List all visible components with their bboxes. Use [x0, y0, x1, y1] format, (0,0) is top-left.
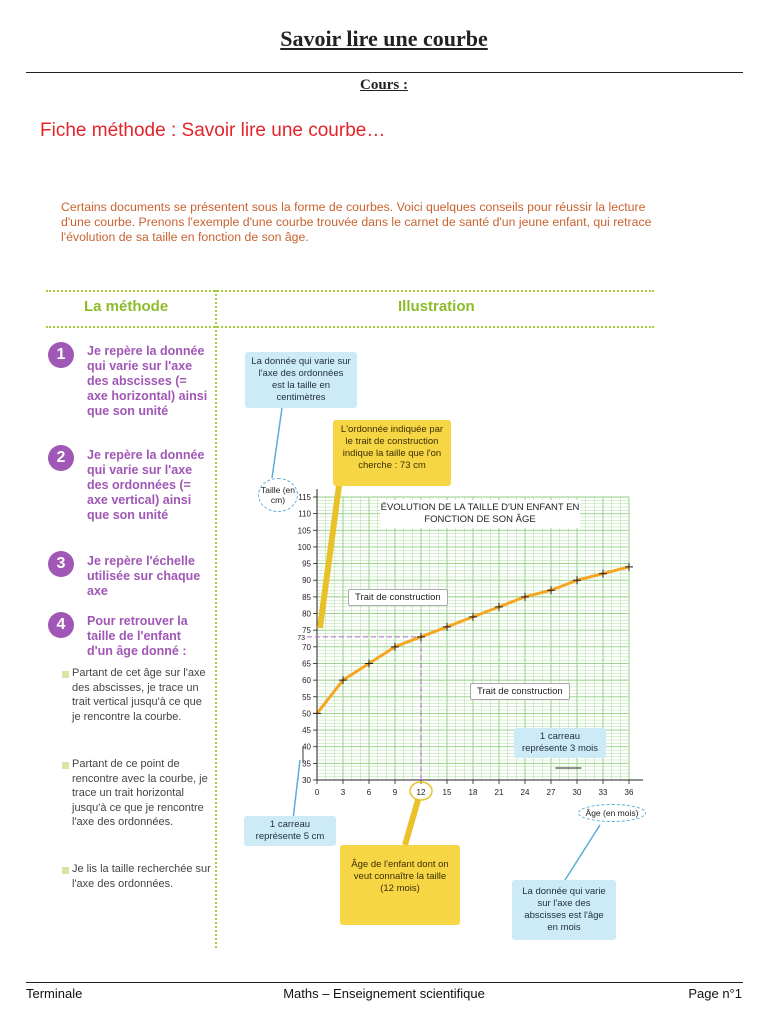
y-tick-label: 45 — [302, 726, 311, 736]
footer-rule — [26, 982, 743, 983]
x-tick-label: 15 — [442, 788, 452, 797]
callout-trait-2: Trait de construction — [470, 683, 570, 700]
y-axis-label: Taille (en cm) — [258, 478, 298, 512]
step-3-badge: 3 — [48, 551, 74, 577]
illustration-header: Illustration — [398, 298, 475, 315]
step-2-badge: 2 — [48, 445, 74, 471]
footer-left: Terminale — [26, 986, 83, 1001]
x-tick-label: 36 — [624, 788, 634, 797]
section-heading: Cours : — [360, 77, 408, 93]
step-1-badge: 1 — [48, 342, 74, 368]
callout-trait-1: Trait de construction — [348, 589, 448, 606]
x-tick-label: 18 — [468, 788, 478, 797]
x-axis-label: Âge (en mois) — [578, 804, 646, 822]
x-tick-label: 30 — [572, 788, 582, 797]
footer-center: Maths – Enseignement scientifique — [283, 986, 485, 1001]
y-tick-label: 55 — [302, 692, 311, 702]
pointer-ordinate-data — [272, 408, 282, 478]
y-tick-label: 100 — [297, 542, 311, 552]
y-tick-label: 115 — [298, 493, 311, 502]
y-tick-label: 70 — [302, 642, 311, 652]
step-2-text: Je repère la donnée qui varie sur l'axe des ordonnées (= axe vertical) ainsi que son unité — [87, 448, 205, 522]
substep-1-text: Partant de cet âge sur l'axe des abscisses, je trace un trait vertical jusqu'à ce que je rencontre la courbe. — [72, 667, 206, 723]
chart-title: ÉVOLUTION DE LA TAILLE D'UN ENFANT EN FONCTION DE SON ÂGE — [380, 500, 580, 528]
x-tick-label: 24 — [520, 788, 530, 797]
y-tick-label: 95 — [302, 559, 311, 569]
y-tick-label: 75 — [302, 626, 311, 636]
y-tick-label: 50 — [302, 709, 311, 719]
callout-age-given: Âge de l'enfant dont on veut connaître la taille (12 mois) — [340, 845, 460, 925]
x-tick-label: 9 — [392, 788, 398, 797]
y-tick-label: 35 — [302, 759, 311, 769]
step-4-text: Pour retrouver la taille de l'enfant d'un âge donné : — [87, 614, 188, 658]
callout-carreau-y: 1 carreau représente 5 cm — [244, 816, 336, 846]
callout-ordinate-read: L'ordonnée indiquée par le trait de construction indique la taille que l'on cherche : 73 cm — [333, 420, 451, 486]
y-tick-label: 85 — [302, 592, 311, 602]
x-tick-label: 27 — [546, 788, 556, 797]
method-header: La méthode — [84, 298, 169, 315]
step-4-badge: 4 — [48, 612, 74, 638]
x-tick-label: 6 — [366, 788, 372, 797]
step-3-text: Je repère l'échelle utilisée sur chaque axe — [87, 554, 201, 598]
y-tick-label: 110 — [298, 509, 311, 519]
callout-abscissa-data: La donnée qui varie sur l'axe des abscisses est l'âge en mois — [512, 880, 616, 940]
step-1-text: Je repère la donnée qui varie sur l'axe des abscisses (= axe horizontal) ainsi que son unité — [87, 344, 208, 418]
x-tick-label: 12 — [416, 788, 426, 797]
y-tick-label: 90 — [302, 576, 311, 586]
y-marker-label: 73 — [297, 634, 305, 642]
intro-text: Certains documents se présentent sous la forme de courbes. Voici quelques conseils pour réussir la lecture d'une courbe. Prenons l'exemple d'une courbe trouvée dans le carnet de santé d'un jeune enfant, qui retrace l'évolution de sa taille en fonction de son âge. — [61, 200, 652, 244]
x-tick-label: 0 — [314, 788, 320, 797]
x-tick-label: 3 — [340, 788, 346, 797]
y-tick-label: 65 — [302, 659, 311, 669]
x-tick-label: 21 — [494, 788, 504, 797]
fiche-title: Fiche méthode : Savoir lire une courbe… — [40, 120, 386, 141]
callout-ordinate-data: La donnée qui varie sur l'axe des ordonnées est la taille en centimètres — [245, 352, 357, 408]
y-tick-label: 60 — [302, 676, 311, 686]
y-tick-label: 80 — [302, 609, 311, 619]
y-tick-label: 30 — [302, 776, 311, 785]
pointer-abscissa-data — [565, 825, 600, 880]
footer-right: Page n°1 — [688, 986, 742, 1001]
pointer-age-given — [405, 800, 418, 845]
callout-carreau-x: 1 carreau représente 3 mois — [514, 728, 606, 758]
y-tick-label: 40 — [302, 742, 311, 752]
substep-2-text: Partant de ce point de rencontre avec la courbe, je trace un trait horizontal jusqu'à ce que je rencontre l'axe des ordonnées. — [72, 758, 208, 828]
substep-3-text: Je lis la taille recherchée sur l'axe des ordonnées. — [72, 863, 211, 890]
page-title: Savoir lire une courbe — [280, 26, 488, 51]
y-tick-label: 105 — [297, 526, 311, 536]
x-tick-label: 33 — [598, 788, 608, 797]
